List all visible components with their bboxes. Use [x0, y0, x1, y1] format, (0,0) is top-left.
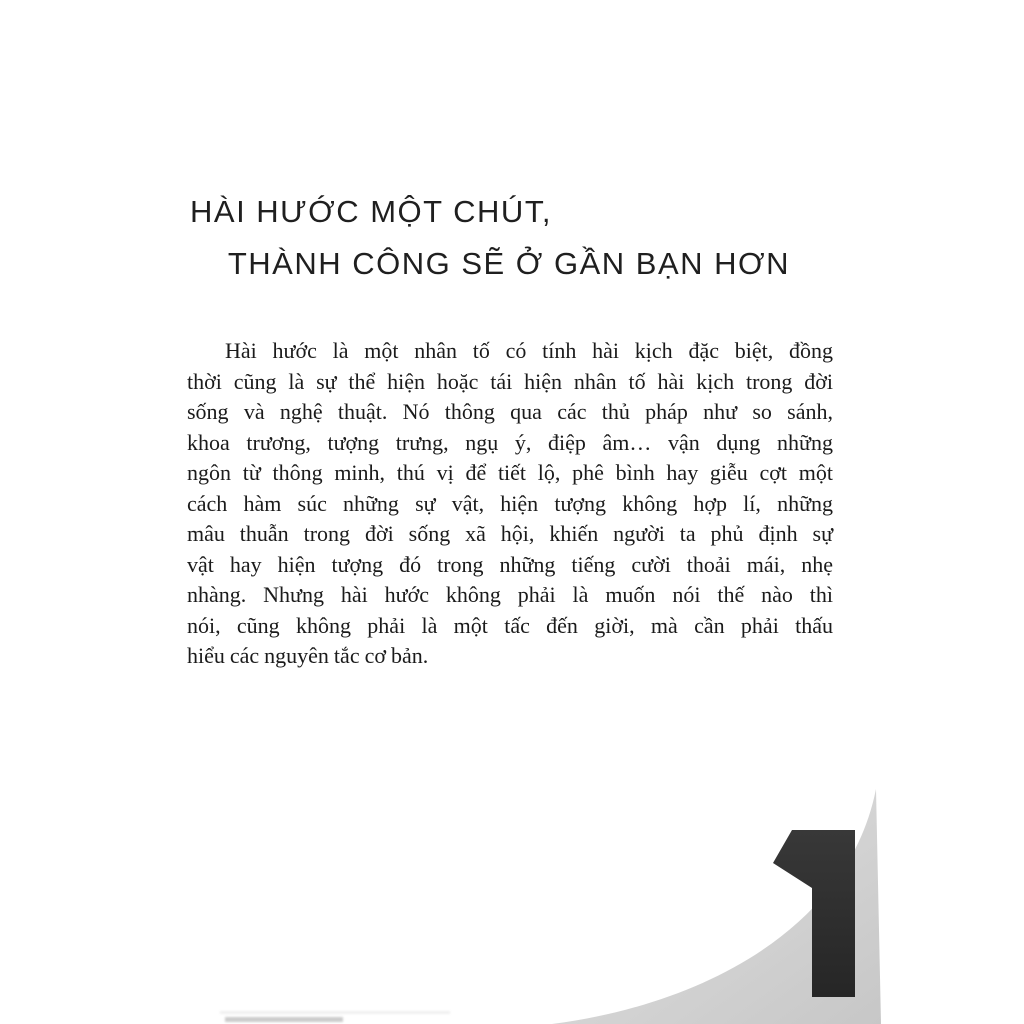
scan-artifact — [220, 1011, 450, 1014]
body-paragraph — [187, 336, 833, 672]
body-line: mâu thuẫn trong đời sống xã hội, khiến người ta phủ định sự — [187, 521, 833, 546]
chapter-title-line-2: THÀNH CÔNG SẼ Ở GẦN BẠN HƠN — [227, 246, 790, 281]
body-line: sống và nghệ thuật. Nó thông qua các thủ pháp như so sánh, — [187, 399, 833, 424]
body-line: vật hay hiện tượng đó trong những tiếng cười thoải mái, nhẹ — [187, 551, 833, 577]
body-line: khoa trương, tượng trưng, ngụ ý, điệp âm… vận dụng những — [187, 429, 833, 455]
chapter-title — [190, 192, 790, 284]
body-line: ngôn từ thông minh, thú vị để tiết lộ, phê bình hay giễu cợt một — [187, 460, 833, 485]
chapter-number-graphic — [540, 780, 890, 1024]
chapter-title-line-1: HÀI HƯỚC MỘT CHÚT, — [190, 194, 552, 229]
body-line: nói, cũng không phải là một tấc đến giời, mà cần phải thấu — [187, 612, 833, 638]
body-line: Hài hước là một nhân tố có tính hài kịch đặc biệt, đồng — [225, 338, 833, 363]
body-line: hiểu các nguyên tắc cơ bản. — [187, 643, 429, 668]
body-line: cách hàm súc những sự vật, hiện tượng không hợp lí, những — [187, 490, 833, 516]
body-line: thời cũng là sự thể hiện hoặc tái hiện nhân tố hài kịch trong đời — [187, 368, 833, 394]
scan-artifact — [225, 1017, 343, 1022]
body-line: nhàng. Nhưng hài hước không phải là muốn nói thế nào thì — [187, 582, 833, 607]
chapter-number-art — [540, 780, 890, 1024]
